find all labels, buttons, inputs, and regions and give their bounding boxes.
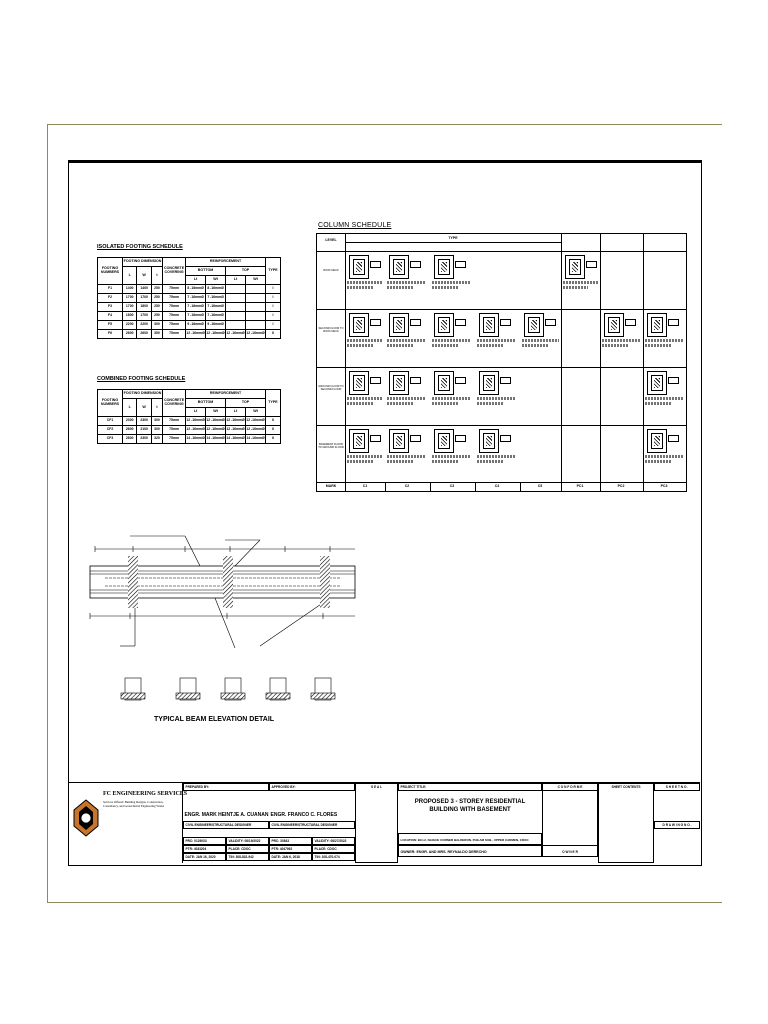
column-note — [432, 402, 458, 405]
table-cell: 7 -16mmØ — [186, 303, 206, 312]
approved-by-label: APPROVED BY: — [269, 783, 355, 791]
column-section — [647, 371, 667, 395]
column-note — [387, 397, 425, 400]
table-cell: 12 -16mmØ — [226, 417, 246, 426]
column-schedule-title: COLUMN SCHEDULE — [318, 222, 392, 229]
approver-tin: TIN: 108-470-074 — [312, 853, 355, 861]
table-cell: 12 -16mmØ — [206, 426, 226, 435]
hdr-l: L — [123, 399, 137, 417]
table-cell: 75mm — [163, 294, 186, 303]
table-cell — [245, 303, 265, 312]
level-label: SECOND FLOOR TO ROOF DECK — [318, 327, 344, 333]
hdr-lt-bottom: Lt — [186, 408, 206, 417]
table-cell: F2 — [98, 294, 123, 303]
column-section-label — [410, 261, 421, 268]
hdr-footing-dimension: FOOTING DIMENSION — [123, 258, 163, 267]
approver-date: DATE: JAN 6, 2018 — [269, 853, 312, 861]
table-cell: 7 -16mmØ — [206, 294, 226, 303]
column-note — [563, 286, 588, 289]
approver-prc: PRC: 30843 — [269, 837, 312, 845]
column-section-label — [586, 261, 597, 268]
table-cell: 2300 — [137, 435, 151, 444]
table-cell: 2100 — [137, 426, 151, 435]
column-note — [387, 402, 413, 405]
column-section — [389, 429, 409, 453]
hdr-reinforcement: REINFORCEMENT — [186, 258, 266, 267]
table-cell: 8 -16mmØ — [186, 285, 206, 294]
hdr-type: TYPE — [266, 390, 281, 417]
column-note — [387, 281, 425, 284]
column-note — [645, 344, 671, 347]
table-row — [98, 294, 281, 303]
column-section — [434, 371, 454, 395]
table-cell: II — [266, 330, 281, 339]
project-title: PROPOSED 3 - STOREY RESIDENTIAL BUILDING WITH BASEMENT — [414, 798, 526, 813]
owner-seal-label: O W N E R — [542, 845, 598, 857]
table-cell: 2800 — [123, 435, 137, 444]
column-section — [479, 371, 499, 395]
table-cell: 75mm — [163, 435, 186, 444]
column-section — [349, 371, 369, 395]
column-note — [645, 402, 671, 405]
column-note — [645, 460, 671, 463]
col-type-header: TYPE — [448, 236, 458, 240]
grid-line — [385, 482, 386, 491]
drawing-no-label: D R A W I N G N O . — [654, 821, 700, 829]
combined-footing-title: COMBINED FOOTING SCHEDULE — [97, 376, 186, 382]
preparer-validity: VALIDITY: 08/19/2022 — [226, 837, 269, 845]
table-cell: 9 -16mmØ — [206, 321, 226, 330]
col-level-header: LEVEL — [325, 238, 337, 242]
hdr-concrete-covering: CONCRETE COVERING — [163, 390, 186, 417]
hdr-lt-top: Lt — [226, 276, 246, 285]
table-cell: 250 — [151, 294, 162, 303]
hdr-type: TYPE — [266, 258, 281, 285]
table-cell: 75mm — [163, 285, 186, 294]
table-cell: F6 — [98, 330, 123, 339]
column-note — [387, 455, 425, 458]
table-cell: I — [266, 312, 281, 321]
hdr-footing-numbers: FOOTING NUMBERS — [98, 258, 123, 285]
table-cell: 1400 — [137, 285, 151, 294]
firm-tagline: Services Offered: Building Designs, Construction, Consultancy, and Geotechnical Engineering Works — [103, 800, 165, 808]
column-section-label — [410, 377, 421, 384]
table-cell: 8 -16mmØ — [206, 285, 226, 294]
preparer-ptr: PTR: 4033204 — [183, 845, 226, 853]
grid-line — [317, 367, 686, 368]
preparer-title: CIVIL ENGINEER/STRUCTURAL DESIGNER — [183, 821, 269, 829]
table-cell: 300 — [151, 426, 162, 435]
column-section-label — [370, 319, 381, 326]
column-note — [563, 281, 598, 284]
preparer-prc: PRC: 0129033 — [183, 837, 226, 845]
column-schedule-table — [316, 233, 687, 492]
sheet-no-label: S H E E T N O . — [654, 783, 700, 791]
prepared-by-label: PREPARED BY: — [183, 783, 269, 791]
column-note — [477, 344, 503, 347]
table-cell — [245, 294, 265, 303]
table-cell: 14 -16mmØ — [186, 435, 206, 444]
hdr-t: t — [151, 267, 162, 285]
grid-line — [475, 482, 476, 491]
hdr-t: t — [151, 399, 162, 417]
table-cell: 300 — [151, 417, 162, 426]
table-row — [98, 321, 281, 330]
table-cell: F5 — [98, 321, 123, 330]
column-mark: C3 — [449, 484, 455, 488]
hdr-l: L — [123, 267, 137, 285]
beam-elevation-drawing — [85, 528, 365, 718]
table-cell: 2600 — [137, 330, 151, 339]
preparer-name: ENGR. MARK HEINTJE A. CUANAN — [184, 811, 269, 818]
hdr-w: W — [137, 267, 151, 285]
column-note — [347, 397, 383, 400]
table-cell: F3 — [98, 303, 123, 312]
column-section — [434, 255, 454, 279]
table-cell: 12 -16mmØ — [245, 426, 265, 435]
hdr-bottom: BOTTOM — [186, 399, 226, 408]
table-cell: 2600 — [123, 426, 137, 435]
column-section — [479, 429, 499, 453]
table-cell: 250 — [151, 285, 162, 294]
column-note — [387, 339, 425, 342]
table-row — [98, 285, 281, 294]
table-cell: F4 — [98, 312, 123, 321]
grid-line — [317, 309, 686, 310]
column-note — [477, 339, 515, 342]
column-section — [349, 255, 369, 279]
table-cell: F1 — [98, 285, 123, 294]
column-note — [477, 455, 515, 458]
column-note — [347, 402, 373, 405]
level-label: ROOF DECK — [323, 269, 339, 272]
table-cell: 1700 — [123, 294, 137, 303]
column-section — [604, 313, 624, 337]
table-cell: I — [266, 303, 281, 312]
hdr-concrete-covering: CONCRETE COVERING — [163, 258, 186, 285]
table-row — [98, 330, 281, 339]
table-cell: 12 -16mmØ — [186, 426, 206, 435]
column-note — [432, 397, 470, 400]
preparer-tin: TIN: 308-832-942 — [226, 853, 269, 861]
column-section-label — [370, 435, 381, 442]
hdr-footing-numbers: FOOTING NUMBERS — [98, 390, 123, 417]
location-value: B9 L2, NAIGUE CORNER BALDERON, PHILAM SUB., UPPER CARMEN, CDOC — [417, 837, 529, 842]
column-mark: PC1 — [576, 484, 584, 488]
grid-line — [317, 251, 686, 252]
column-note — [432, 455, 470, 458]
hdr-w: W — [137, 399, 151, 417]
grid-line — [430, 482, 431, 491]
conforme-box — [542, 791, 598, 845]
preparer-place: PLACE: CDOC — [226, 845, 269, 853]
column-note — [387, 286, 413, 289]
column-note — [522, 339, 559, 342]
isolated-footing-table — [97, 257, 281, 339]
column-section — [524, 313, 544, 337]
table-cell: 9 -16mmØ — [186, 321, 206, 330]
table-cell: 2300 — [137, 417, 151, 426]
column-note — [387, 344, 413, 347]
column-note — [645, 455, 683, 458]
table-cell: 12 -16mmØ — [226, 330, 246, 339]
table-cell: 1400 — [123, 285, 137, 294]
column-section — [389, 371, 409, 395]
column-section — [434, 429, 454, 453]
hdr-bottom: BOTTOM — [186, 267, 226, 276]
table-row — [98, 312, 281, 321]
column-section — [647, 429, 667, 453]
owner-value: ENGR. AND MRS. REYNALDO DERECHO — [416, 849, 487, 854]
column-section — [434, 313, 454, 337]
table-cell: 75mm — [163, 330, 186, 339]
column-section — [389, 255, 409, 279]
table-cell: CF3 — [98, 435, 123, 444]
column-section-label — [545, 319, 556, 326]
table-cell: 1700 — [137, 294, 151, 303]
table-cell: I — [266, 321, 281, 330]
conforme-label: C O N F O R M E — [542, 783, 598, 791]
column-note — [645, 397, 683, 400]
column-note — [477, 397, 515, 400]
column-section-label — [500, 319, 511, 326]
table-cell: 12 -16mmØ — [186, 330, 206, 339]
table-row — [98, 417, 281, 426]
hdr-reinforcement: REINFORCEMENT — [186, 390, 266, 399]
column-note — [432, 281, 470, 284]
project-title-label: PROJECT TITLE: — [398, 783, 542, 791]
column-mark: C5 — [537, 484, 543, 488]
column-note — [432, 344, 458, 347]
grid-line — [520, 482, 521, 491]
table-cell: II — [266, 426, 281, 435]
table-cell: 12 -16mmØ — [186, 417, 206, 426]
table-cell: 7 -16mmØ — [186, 312, 206, 321]
column-section — [479, 313, 499, 337]
table-cell: 14 -16mmØ — [245, 435, 265, 444]
table-cell: 75mm — [163, 312, 186, 321]
column-section-label — [668, 319, 679, 326]
column-mark: PC2 — [617, 484, 625, 488]
hdr-wt-bottom: Wt — [206, 276, 226, 285]
column-section-label — [625, 319, 636, 326]
table-cell: 320 — [151, 435, 162, 444]
table-cell: 7 -16mmØ — [206, 303, 226, 312]
table-cell: 12 -16mmØ — [226, 426, 246, 435]
grid-line — [317, 482, 686, 483]
table-cell — [245, 321, 265, 330]
table-cell: 14 -16mmØ — [206, 435, 226, 444]
hdr-wt-bottom: Wt — [206, 408, 226, 417]
column-mark: C1 — [362, 484, 368, 488]
table-cell: CF1 — [98, 417, 123, 426]
column-section — [565, 255, 585, 279]
combined-footing-table — [97, 389, 281, 444]
table-cell — [226, 321, 246, 330]
owner-label: OWNER: — [400, 849, 416, 854]
hdr-top: TOP — [226, 267, 266, 276]
column-section-label — [410, 319, 421, 326]
table-cell: 1800 — [137, 303, 151, 312]
table-cell: 1700 — [123, 303, 137, 312]
grid-line — [345, 234, 346, 491]
approver-validity: VALIDITY: 08/27/2022 — [312, 837, 355, 845]
table-cell: 75mm — [163, 426, 186, 435]
column-section-label — [455, 435, 466, 442]
column-section-label — [455, 377, 466, 384]
column-section-label — [500, 435, 511, 442]
seal-label: S E A L — [355, 783, 398, 863]
column-note — [347, 339, 383, 342]
table-cell: 2200 — [137, 321, 151, 330]
column-section — [389, 313, 409, 337]
table-cell — [226, 303, 246, 312]
column-note — [347, 344, 373, 347]
table-cell: I — [266, 285, 281, 294]
table-cell: II — [266, 435, 281, 444]
column-mark: C2 — [404, 484, 410, 488]
table-cell: 12 -16mmØ — [245, 417, 265, 426]
column-note — [347, 281, 383, 284]
column-note — [432, 460, 458, 463]
hdr-lt-bottom: Lt — [186, 276, 206, 285]
column-section — [349, 313, 369, 337]
table-cell: II — [266, 417, 281, 426]
column-section-label — [370, 377, 381, 384]
grid-line — [561, 234, 562, 491]
column-note — [347, 455, 383, 458]
project-location — [398, 833, 542, 845]
hdr-lt-top: Lt — [226, 408, 246, 417]
table-cell: 14 -16mmØ — [226, 435, 246, 444]
column-note — [347, 460, 373, 463]
table-cell — [226, 285, 246, 294]
preparer-date: DATE: JAN 16, 2020 — [183, 853, 226, 861]
hdr-wt-top: Wt — [245, 276, 265, 285]
column-note — [602, 339, 640, 342]
table-cell: 2600 — [123, 330, 137, 339]
column-note — [432, 339, 470, 342]
approver-place: PLACE: CDOC — [312, 845, 355, 853]
table-cell: 12 -16mmØ — [206, 417, 226, 426]
column-note — [432, 286, 458, 289]
column-note — [645, 339, 683, 342]
grid-line — [600, 234, 601, 491]
hdr-top: TOP — [226, 399, 266, 408]
isolated-footing-title: ISOLATED FOOTING SCHEDULE — [97, 244, 183, 250]
hdr-wt-top: Wt — [245, 408, 265, 417]
table-cell: 75mm — [163, 321, 186, 330]
column-section-label — [410, 435, 421, 442]
table-cell: 350 — [151, 330, 162, 339]
table-cell: I — [266, 294, 281, 303]
beam-detail-title: TYPICAL BEAM ELEVATION DETAIL — [154, 716, 275, 723]
table-cell — [245, 312, 265, 321]
table-cell: 1700 — [137, 312, 151, 321]
column-section-label — [370, 261, 381, 268]
table-cell: 7 -16mmØ — [186, 294, 206, 303]
column-note — [387, 460, 413, 463]
column-note — [602, 344, 628, 347]
table-cell — [226, 294, 246, 303]
table-cell: 2300 — [123, 417, 137, 426]
column-note — [347, 286, 373, 289]
sheet-contents-label: SHEET CONTENTS — [598, 783, 654, 863]
grid-line — [643, 234, 644, 491]
hdr-footing-dimension: FOOTING DIMENSION — [123, 390, 163, 399]
column-mark: C4 — [494, 484, 500, 488]
column-section-label — [668, 377, 679, 384]
table-cell: 250 — [151, 303, 162, 312]
mark-label: MARK — [325, 484, 337, 488]
table-cell — [226, 312, 246, 321]
approver-name: ENGR. FRANCO C. FLORES — [270, 811, 338, 818]
firm-logo-icon — [72, 798, 100, 838]
table-cell: 300 — [151, 321, 162, 330]
table-cell: CF2 — [98, 426, 123, 435]
table-row — [98, 435, 281, 444]
level-label: BASEMENT FLOOR TO GROUND FLOOR — [318, 443, 344, 449]
level-label: GROUND FLOOR TO SECOND FLOOR — [318, 385, 344, 391]
table-cell: 75mm — [163, 303, 186, 312]
grid-line — [317, 425, 686, 426]
table-cell: 12 -16mmØ — [206, 330, 226, 339]
table-cell: 250 — [151, 312, 162, 321]
column-section-label — [668, 435, 679, 442]
column-section — [647, 313, 667, 337]
table-row — [98, 426, 281, 435]
approver-title: CIVIL ENGINEER/STRUCTURAL DESIGNER — [269, 821, 355, 829]
firm-name: FC ENGINEERING SERVICES — [103, 791, 188, 797]
project-owner — [398, 845, 542, 857]
table-cell: 1800 — [123, 312, 137, 321]
table-cell: 12 -16mmØ — [245, 330, 265, 339]
table-row — [98, 303, 281, 312]
table-cell — [245, 285, 265, 294]
column-note — [477, 402, 503, 405]
column-mark: PC3 — [660, 484, 668, 488]
column-section-label — [455, 319, 466, 326]
location-label: LOCATION: — [400, 837, 417, 842]
table-cell: 7 -16mmØ — [206, 312, 226, 321]
column-section-label — [500, 377, 511, 384]
column-section — [349, 429, 369, 453]
column-section-label — [455, 261, 466, 268]
column-note — [522, 344, 548, 347]
table-cell: 75mm — [163, 417, 186, 426]
column-note — [477, 460, 503, 463]
table-cell: 2200 — [123, 321, 137, 330]
approver-ptr: PTR: 4047992 — [269, 845, 312, 853]
